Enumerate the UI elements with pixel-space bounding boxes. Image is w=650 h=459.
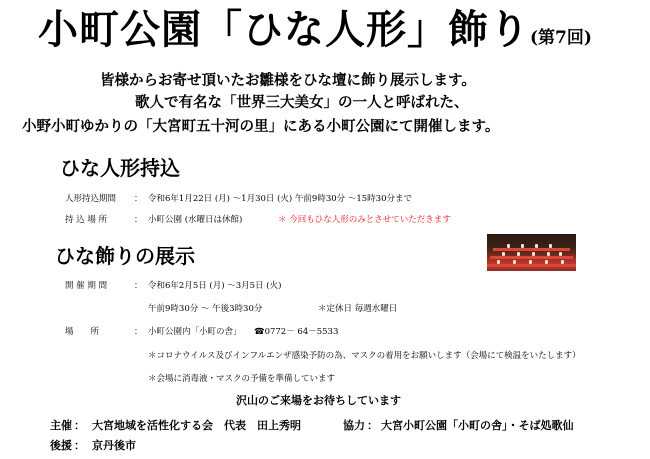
page-title — [38, 6, 592, 62]
colon: ： — [134, 215, 143, 225]
colon: ： — [367, 419, 378, 432]
colon: ： — [74, 439, 85, 452]
display-period-label: 開 催 期 間 — [65, 281, 108, 291]
display-time-value: 午前9時30分 ～ 午後3時30分 — [148, 304, 263, 314]
section-heading-bring-in: ひな人形持込 — [60, 156, 180, 180]
display-place-label: 場 所 — [65, 327, 100, 337]
section-heading-display: ひな飾りの展示 — [55, 244, 195, 268]
bring-in-period-label: 人形持込期間 — [65, 194, 117, 204]
cooperation-value: 大宮小町公園「小町の舎」・そば処歌仙 — [381, 419, 574, 432]
display-closed-value: ＊定休日 毎週水曜日 — [318, 304, 398, 314]
colon: ： — [74, 419, 85, 432]
display-note-disinfectant: ＊会場に消毒液・マスクの予備を準備しています — [148, 374, 336, 384]
bring-in-place-label: 持 込 場 所 — [65, 215, 108, 225]
title-main: 小町公園「ひな人形」飾り — [38, 6, 530, 53]
organizer-label: 主催 — [50, 419, 72, 432]
title-edition: (第7回) — [530, 28, 592, 48]
bring-in-period-value: 令和6年1月22日 (月) ～1月30日 (火) 午前9時30分 ～15時30分まで — [148, 194, 412, 204]
colon: ： — [134, 194, 143, 204]
support-label: 後援 — [50, 439, 72, 452]
display-place-value: 小町公園内「小町の舎」 — [148, 327, 242, 337]
organizer-value: 大宮地域を活性化する会 代表 田上秀明 — [92, 419, 301, 432]
bring-in-place-value: 小町公園 (水曜日は休館) — [148, 215, 243, 225]
colon: ： — [134, 281, 143, 291]
intro-line-1: 皆様からお寄せ頂いたお雛様をひな壇に飾り展示します。 — [100, 72, 476, 89]
colon: ： — [134, 327, 143, 337]
display-period-value: 令和6年2月5日 (月) ～3月5日 (火) — [148, 281, 282, 291]
intro-line-2: 歌人で有名な「世界三大美女」の一人と呼ばれた、 — [135, 94, 469, 111]
welcome-message: 沢山のご来場をお待ちしています — [236, 394, 401, 407]
intro-line-3: 小野小町ゆかりの「大宮町五十河の里」にある小町公園にて開催します。 — [22, 118, 500, 135]
bring-in-note: ＊ 今回もひな人形のみとさせていただきます — [278, 215, 451, 225]
hina-doll-display-photo — [487, 234, 576, 271]
support-value: 京丹後市 — [92, 439, 136, 452]
display-note-mask: ＊コロナウイルス及びインフルエンザ感染予防の為、マスクの着用をお願いします（会場にて検温をいたします） — [148, 351, 581, 361]
display-phone: ☎0772－ 64－5533 — [254, 327, 339, 337]
cooperation-label: 協力 — [343, 419, 365, 432]
